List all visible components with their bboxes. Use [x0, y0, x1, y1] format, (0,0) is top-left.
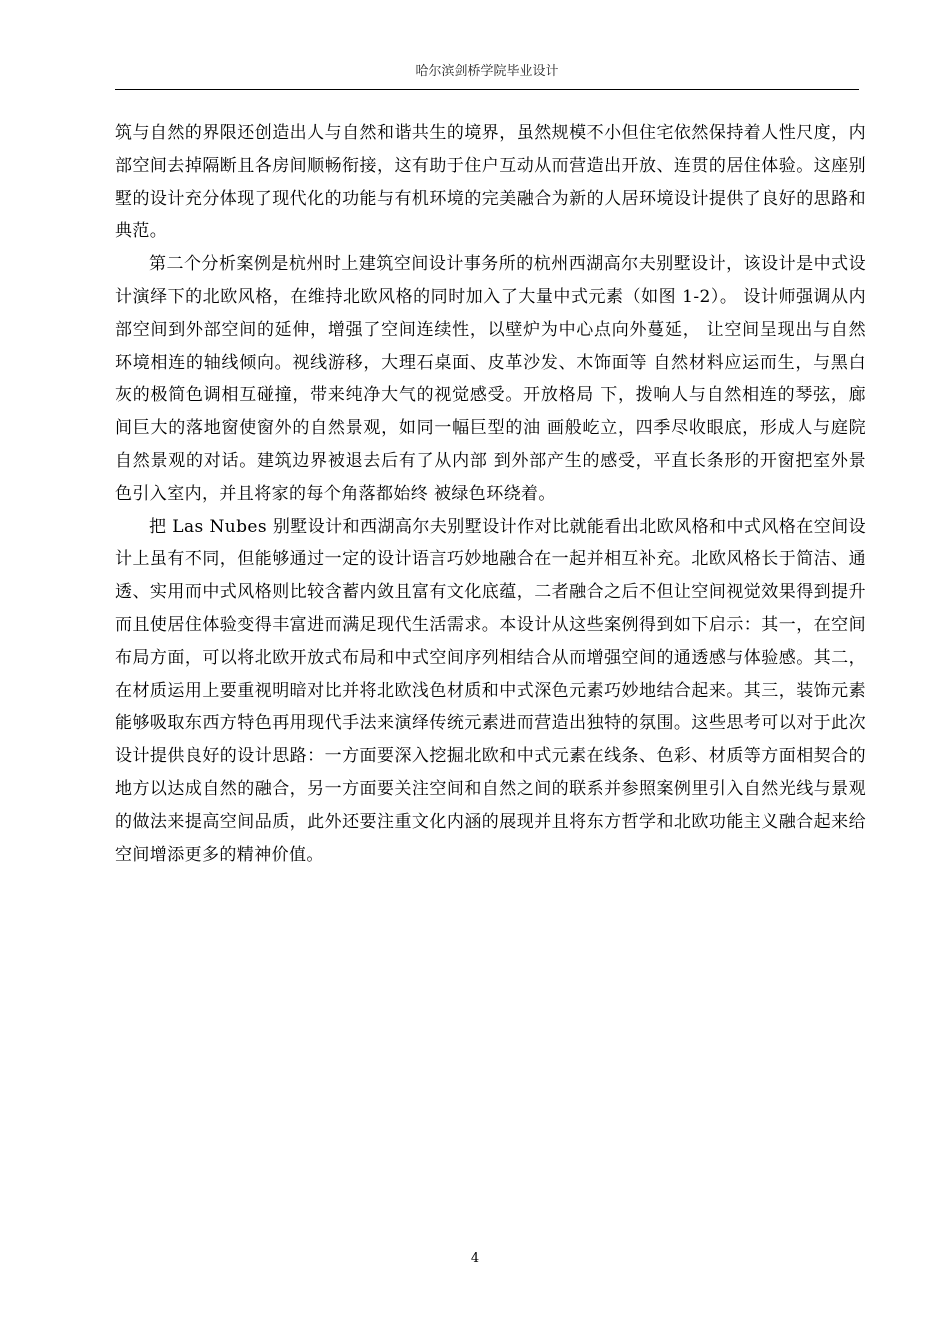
header-divider — [115, 89, 859, 90]
body-text — [115, 117, 866, 871]
paragraph-case-two: 第二个分析案例是杭州时上建筑空间设计事务所的杭州西湖高尔夫别墅设计，该设计是中式设计演绎下的北欧风格，在维持北欧风格的同时加入了大量中式元素（如图 1-2）。 设计师强调从内部空间到外部空间的延伸，增强了空间连续性，以壁炉为中心点向外蔓延， 让空间呈现出与自然环境相连的轴线倾向。视线游移，大理石桌面、皮革沙发、木饰面等 自然材料应运而生，与黑白灰的极简色调相互碰撞，带来纯净大气的视觉感受。开放格局 下，拨响人与自然相连的琴弦，廊间巨大的落地窗使窗外的自然景观，如同一幅巨型的油 画般屹立，四季尽收眼底，形成人与庭院自然景观的对话。建筑边界被退去后有了从内部 到外部产生的感受，平直长条形的开窗把室外景色引入室内，并且将家的每个角落都始终 被绿色环绕着。 — [115, 254, 866, 504]
paragraph-continued: 筑与自然的界限还创造出人与自然和谐共生的境界，虽然规模不小但住宅依然保持着人性尺度，内部空间去掉隔断且各房间顺畅衔接，这有助于住户互动从而营造出开放、连贯的居住体验。这座别墅的设计充分体现了现代化的功能与有机环境的完美融合为新的人居环境设计提供了良好的思路和典范。 — [115, 123, 866, 242]
page-header-title: 哈尔滨剑桥学院毕业设计 — [415, 64, 559, 79]
page-number: 4 — [470, 1251, 480, 1266]
paragraph-comparison: 把 Las Nubes 别墅设计和西湖高尔夫别墅设计作对比就能看出北欧风格和中式风格在空间设计上虽有不同，但能够通过一定的设计语言巧妙地融合在一起并相互补充。北欧风格长于简洁、通透、实用而中式风格则比较含蓄内敛且富有文化底蕴，二者融合之后不但让空间视觉效果得到提升而且使居住体验变得丰富进而满足现代生活需求。本设计从这些案例得到如下启示：其一，在空间布局方面，可以将北欧开放式布局和中式空间序列相结合从而增强空间的通透感与体验感。其二，在材质运用上要重视明暗对比并将北欧浅色材质和中式深色元素巧妙地结合起来。其三，装饰元素能够吸取东西方特色再用现代手法来演绎传统元素进而营造出独特的氛围。这些思考可以对于此次设计提供良好的设计思路：一方面要深入挖掘北欧和中式元素在线条、色彩、材质等方面相契合的地方以达成自然的融合，另一方面要关注空间和自然之间的联系并参照案例里引入自然光线与景观的做法来提高空间品质，此外还要注重文化内涵的展现并且将东方哲学和北欧功能主义融合起来给空间增添更多的精神价值。 — [115, 516, 866, 865]
